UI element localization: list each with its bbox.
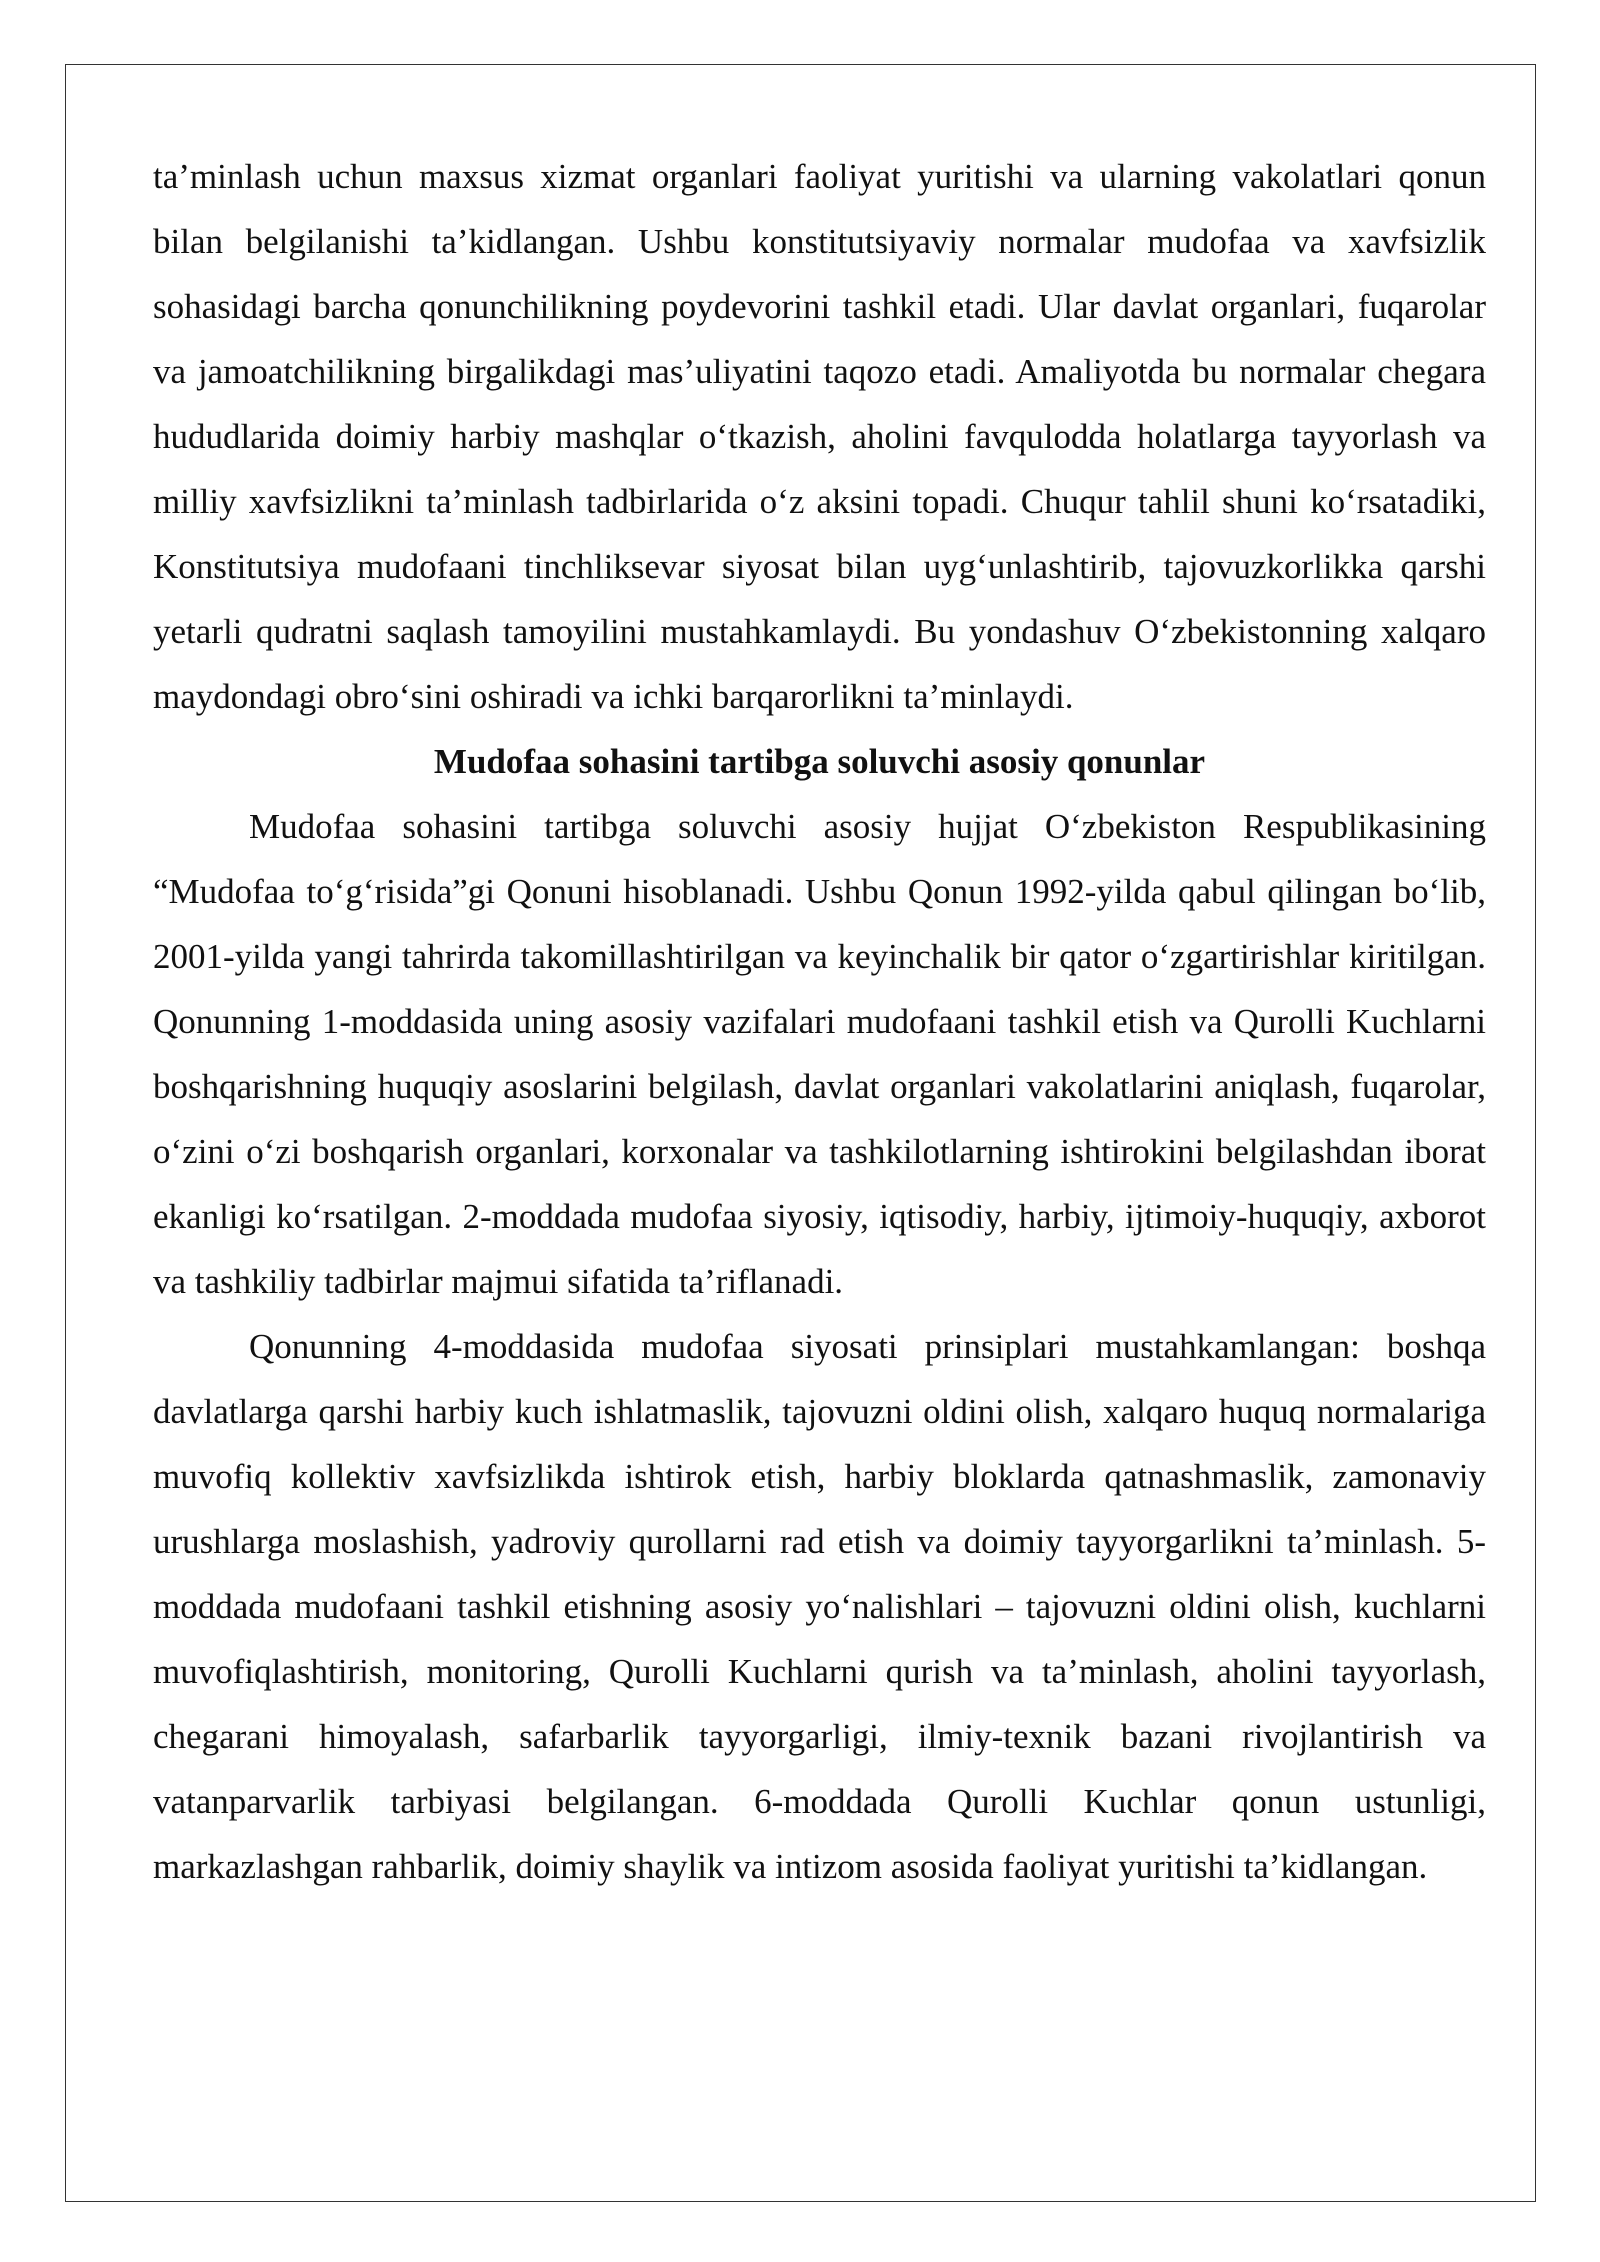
section-heading: Mudofaa sohasini tartibga soluvchi asosiy qonunlar <box>433 742 1206 781</box>
paragraph-defense-policy: Qonunning 4-moddasida mudofaa siyosati prinsiplari mustahkamlangan: boshqa davlatlarga qarshi harbiy kuch ishlatmaslik, tajovuzni oldini olish, xalqaro huquq normalariga muvofiq kollektiv xavfsizlikda ishtirok etish, harbiy bloklarda qatnashmaslik, zamonaviy urushlarga moslashish, yadroviy qurollarni rad etish va doimiy tayyorgarlikni ta’minlash. 5-moddada mudofaani tashkil etishning asosiy yo‘nalishlari – tajovuzni oldini olish, kuchlarni muvofiqlashtirish, monitoring, Qurolli Kuchlarni qurish va ta’minlash, aholini tayyorlash, chegarani himoyalash, safarbarlik tayyorgarligi, ilmiy-texnik bazani rivojlantirish va vatanparvarlik tarbiyasi belgilangan. 6-moddada Qurolli Kuchlar qonun ustunligi, markazlashgan rahbarlik, doimiy shaylik va intizom asosida faoliyat yuritishi ta’kidlangan. <box>153 1327 1486 1886</box>
paragraph-continuation: ta’minlash uchun maxsus xizmat organlari faoliyat yuritishi va ularning vakolatlari qonun bilan belgilanishi ta’kidlangan. Ushbu konstitutsiyaviy normalar mudofaa va xavfsizlik sohasidagi barcha qonunchilikning poydevorini tashkil etadi. Ular davlat organlari, fuqarolar va jamoatchilikning birgalikdagi mas’uliyatini taqozo etadi. Amaliyotda bu normalar chegara hududlarida doimiy harbiy mashqlar o‘tkazish, aholini favqulodda holatlarga tayyorlash va milliy xavfsizlikni ta’minlash tadbirlarida o‘z aksini topadi. Chuqur tahlil shuni ko‘rsatadiki, Konstitutsiya mudofaani tinchliksevar siyosat bilan uyg‘unlashtirib, tajovuzkorlikka qarshi yetarli qudratni saqlash tamoyilini mustahkamlaydi. Bu yondashuv O‘zbekistonning xalqaro maydondagi obro‘sini oshiradi va ichki barqarorlikni ta’minlaydi. <box>153 157 1486 716</box>
paragraph-defense-law: Mudofaa sohasini tartibga soluvchi asosiy hujjat O‘zbekiston Respublikasining “Mudofaa to‘g‘risida”gi Qonuni hisoblanadi. Ushbu Qonun 1992-yilda qabul qilingan bo‘lib, 2001-yilda yangi tahrirda takomillashtirilgan va keyinchalik bir qator o‘zgartirishlar kiritilgan. Qonunning 1-moddasida uning asosiy vazifalari mudofaani tashkil etish va Qurolli Kuchlarni boshqarishning huquqiy asoslarini belgilash, davlat organlari vakolatlarini aniqlash, fuqarolar, o‘zini o‘zi boshqarish organlari, korxonalar va tashkilotlarning ishtirokini belgilashdan iborat ekanligi ko‘rsatilgan. 2-moddada mudofaa siyosiy, iqtisodiy, harbiy, ijtimoiy-huquqiy, axborot va tashkiliy tadbirlar majmui sifatida ta’riflanadi. <box>153 807 1486 1301</box>
document-body <box>153 144 1486 1899</box>
